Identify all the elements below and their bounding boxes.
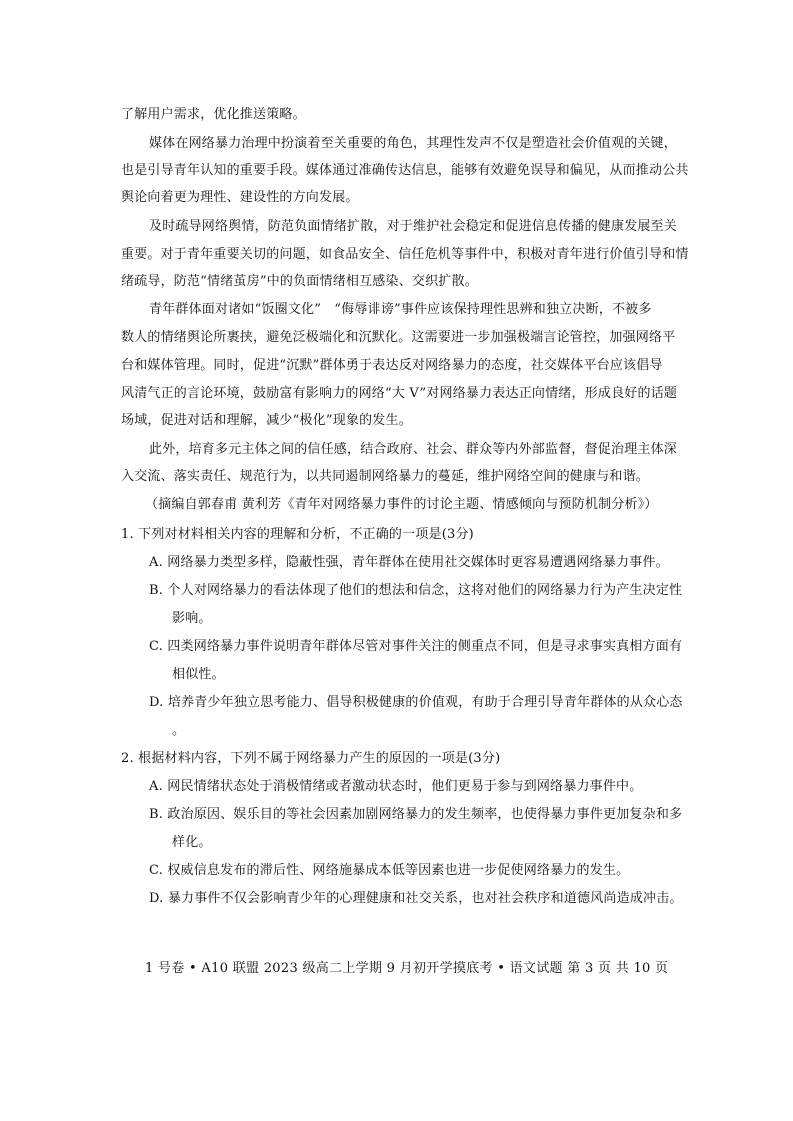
article-line: 舆论向着更为理性、建设性的方向发展。	[121, 190, 359, 205]
question-1-option-d: D. 培养青少年独立思考能力、倡导积极健康的价值观，有助于合理引导青年群体的从众心态	[149, 695, 683, 710]
question-2-option-d: D. 暴力事件不仅会影响青少年的心理健康和社交关系，也对社会秩序和道德风尚造成冲击。	[149, 891, 683, 906]
article-line: 入交流、落实责任、规范行为，以共同遏制网络暴力的蔓延，维护网络空间的健康与和谐。	[121, 469, 650, 484]
question-1-option-b-cont: 影响。	[172, 611, 212, 626]
question-1-option-c-cont: 相似性。	[172, 667, 225, 682]
article-line: 风清气正的言论环境，鼓励富有影响力的网络“大 V”对网络暴力表达正向情绪，形成良好的话题	[121, 386, 678, 401]
article-line: 了解用户需求，优化推送策略。	[121, 107, 306, 122]
article-line: 重要。对于青年重要关切的问题，如食品安全、信任危机等事件中，积极对青年进行价值引导和情	[121, 247, 689, 262]
question-2-option-b-cont: 样化。	[172, 835, 212, 850]
article-line: 媒体在网络暴力治理中扮演着至关重要的角色，其理性发声不仅是塑造社会价值观的关键，	[149, 136, 678, 151]
question-1-option-d-cont: 。	[172, 723, 186, 738]
question-1-option-c: C. 四类网络暴力事件说明青年群体尽管对事件关注的侧重点不同，但是寻求事实真相方面有	[149, 639, 683, 654]
question-1-stem: 1. 下列对材料相关内容的理解和分析，不正确的一项是(3分)	[121, 527, 474, 542]
article-line: 绪疏导，防范“情绪茧房”中的负面情绪相互感染、交织扩散。	[121, 274, 478, 289]
article-line: 数人的情绪舆论所裹挟，避免泛极端化和沉默化。这需要进一步加强极端言论管控，加强网络平	[121, 330, 676, 345]
article-line: 也是引导青年认知的重要手段。媒体通过准确传达信息，能够有效避免误导和偏见，从而推动公共	[121, 163, 689, 178]
question-1-option-a: A. 网络暴力类型多样，隐蔽性强，青年群体在使用社交媒体时更容易遭遇网络暴力事件。	[149, 555, 669, 570]
article-line: 台和媒体管理。同时，促进“沉默”群体勇于表达反对网络暴力的态度，社交媒体平台应该倡导	[121, 358, 663, 373]
question-1-option-b: B. 个人对网络暴力的看法体现了他们的想法和信念，这将对他们的网络暴力行为产生决定性	[149, 583, 683, 598]
source-citation: （摘编自郭春甫 黄利芳《青年对网络暴力事件的讨论主题、情感倾向与预防机制分析》）	[145, 497, 658, 512]
article-line: 及时疏导网络舆情，防范负面情绪扩散，对于维护社会稳定和促进信息传播的健康发展至关	[149, 219, 678, 234]
page-footer: 1 号卷 • A10 联盟 2023 级高二上学期 9 月初开学摸底考 • 语文试题 第 3 页 共 10 页	[145, 961, 669, 976]
article-line: 此外，培育多元主体之间的信任感，结合政府、社会、群众等内外部监督，督促治理主体深	[149, 442, 678, 457]
question-2-option-b: B. 政治原因、娱乐目的等社会因素加剧网络暴力的发生频率，也使得暴力事件更加复杂和多	[149, 807, 683, 822]
article-line: 场域，促进对话和理解，减少“极化”现象的发生。	[121, 413, 412, 428]
article-line: 青年群体面对诸如“饭圈文化” “侮辱诽谤”事件应该保持理性思辨和独立决断，不被多	[149, 302, 652, 317]
question-2-option-a: A. 网民情绪状态处于消极情绪或者激动状态时，他们更易于参与到网络暴力事件中。	[149, 779, 643, 794]
question-2-stem: 2. 根据材料内容，下列不属于网络暴力产生的原因的一项是(3分)	[121, 751, 501, 766]
question-2-option-c: C. 权威信息发布的滞后性、网络施暴成本低等因素也进一步促使网络暴力的发生。	[149, 863, 630, 878]
